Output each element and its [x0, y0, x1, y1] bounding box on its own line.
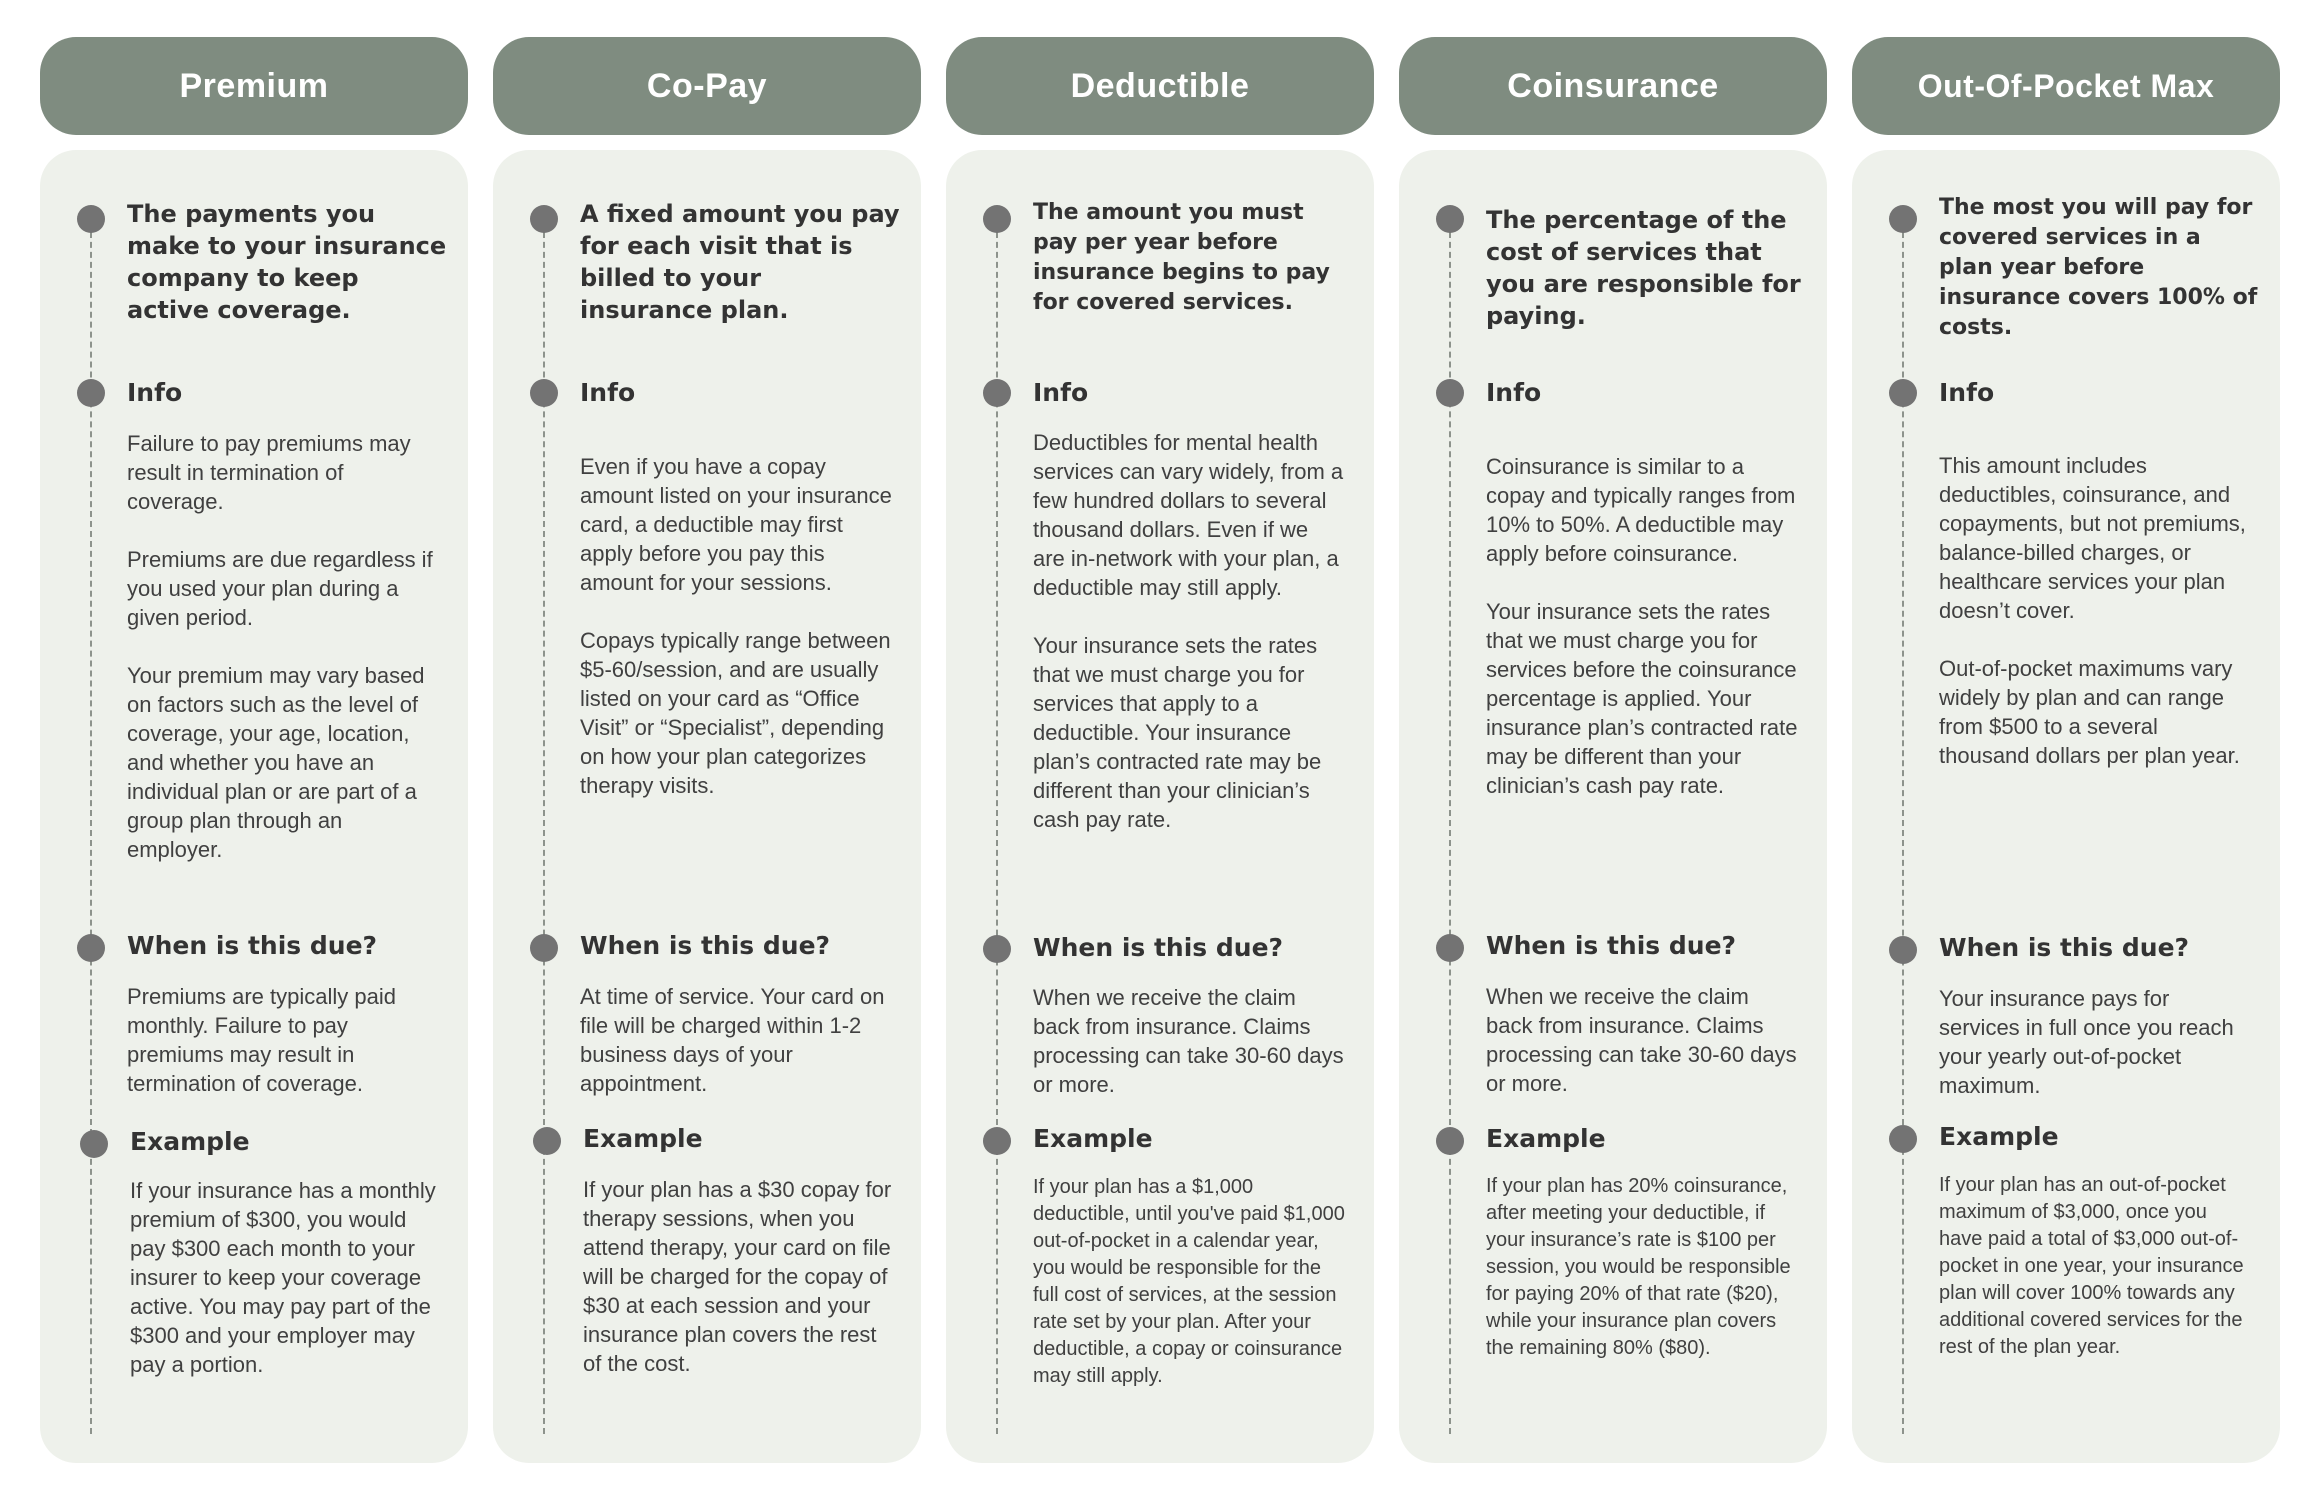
info-text — [1486, 452, 1798, 800]
column-coinsurance — [1399, 0, 1827, 1498]
timeline-dot-due — [1436, 934, 1464, 962]
info-heading: Info — [1033, 378, 1089, 407]
info-paragraph: Even if you have a copay amount listed on your insurance card, a deductible may first apply before you pay this amount for your sessions. — [580, 454, 892, 595]
timeline-dot-info — [1436, 379, 1464, 407]
info-heading: Info — [1486, 378, 1542, 407]
timeline-dot-example — [80, 1130, 108, 1158]
info-paragraph: Coinsurance is similar to a copay and typically ranges from 10% to 50%. A deductible may apply before coinsurance. — [1486, 454, 1796, 566]
timeline-dot-definition — [530, 205, 558, 233]
info-paragraph: Your insurance sets the rates that we must charge you for services that apply to a deductible. Your insurance plan’s contracted rate may be different than your clinician’s cash pay rate. — [1033, 633, 1322, 832]
definition-text: The amount you must pay per year before insurance begins to pay for covered services. — [1033, 200, 1330, 315]
info-text — [1033, 428, 1345, 834]
info-heading: Info — [1939, 378, 1995, 407]
timeline-dot-due — [983, 935, 1011, 963]
example-text: If your plan has a $1,000 deductible, until you've paid $1,000 out-of-pocket in a calendar year, you would be responsible for the full cost of services, at the session rate set by your plan. After your deductible, a copay or coinsurance may still apply. — [1033, 1176, 1345, 1387]
info-paragraph: Out-of-pocket maximums vary widely by plan and can range from $500 to a several thousand dollars per plan year. — [1939, 656, 2240, 768]
info-paragraph: This amount includes deductibles, coinsurance, and copayments, but not premiums, balance-billed charges, or healthcare services your plan doesn’t cover. — [1939, 453, 2246, 623]
definition-text: The most you will pay for covered services in a plan year before insurance covers 100% of costs. — [1939, 195, 2258, 340]
timeline-dot-info — [530, 379, 558, 407]
example-heading: Example — [130, 1127, 250, 1156]
column-header: Co-Pay — [493, 37, 921, 135]
info-heading: Info — [580, 378, 636, 407]
due-heading: When is this due? — [127, 931, 378, 960]
timeline-dot-definition — [77, 205, 105, 233]
example-heading: Example — [583, 1124, 703, 1153]
column-header: Deductible — [946, 37, 1374, 135]
info-paragraph: Copays typically range between $5-60/session, and are usually listed on your card as “Office Visit” or “Specialist”, depending on how your plan categorizes therapy visits. — [580, 628, 891, 798]
example-heading: Example — [1939, 1122, 2059, 1151]
column-out-of-pocket-max — [1852, 0, 2280, 1498]
example-text: If your plan has an out-of-pocket maximum of $3,000, once you have paid a total of $3,000 out-of-pocket in one year, your insurance plan will cover 100% towards any additional covered services for the rest of the plan year. — [1939, 1174, 2244, 1358]
column-header: Out-Of-Pocket Max — [1852, 37, 2280, 135]
timeline-dot-due — [530, 934, 558, 962]
example-heading: Example — [1033, 1124, 1153, 1153]
timeline-dot-example — [533, 1127, 561, 1155]
due-heading: When is this due? — [580, 931, 831, 960]
due-text: Your insurance pays for services in full once you reach your yearly out-of-pocket maximum. — [1939, 986, 2234, 1098]
example-heading: Example — [1486, 1124, 1606, 1153]
column-header: Premium — [40, 37, 468, 135]
column-deductible — [946, 0, 1374, 1498]
info-paragraph: Failure to pay premiums may result in termination of coverage. — [127, 431, 411, 514]
definition-text: The percentage of the cost of services that you are responsible for paying. — [1486, 206, 1801, 330]
info-paragraph: Premiums are due regardless if you used your plan during a given period. — [127, 547, 433, 630]
timeline-dot-definition — [1436, 205, 1464, 233]
info-text — [127, 429, 439, 864]
timeline-dot-example — [1889, 1125, 1917, 1153]
info-paragraph: Deductibles for mental health services can vary widely, from a few hundred dollars to several thousand dollars. Even if we are in-network with your plan, a deductible may still apply. — [1033, 430, 1344, 600]
timeline-dot-example — [983, 1127, 1011, 1155]
due-text: When we receive the claim back from insurance. Claims processing can take 30-60 days or more. — [1033, 985, 1344, 1097]
timeline-dot-due — [77, 934, 105, 962]
info-text — [580, 452, 892, 800]
due-text: When we receive the claim back from insurance. Claims processing can take 30-60 days or more. — [1486, 984, 1797, 1096]
info-text — [1939, 451, 2251, 770]
due-text: At time of service. Your card on file will be charged within 1-2 business days of your appointment. — [580, 984, 885, 1096]
timeline-dot-info — [1889, 379, 1917, 407]
column-co-pay — [493, 0, 921, 1498]
definition-text: A fixed amount you pay for each visit that is billed to your insurance plan. — [580, 200, 900, 324]
timeline-dot-info — [77, 379, 105, 407]
column-header: Coinsurance — [1399, 37, 1827, 135]
timeline-dot-definition — [983, 205, 1011, 233]
example-text: If your plan has a $30 copay for therapy sessions, when you attend therapy, your card on file will be charged for the copay of $30 at each session and your insurance plan covers the rest of the cost. — [583, 1177, 892, 1376]
info-paragraph: Your insurance sets the rates that we must charge you for services before the coinsurance percentage is applied. Your insurance plan’s contracted rate may be different than your clinician’s cash pay rate. — [1486, 599, 1798, 798]
info-paragraph: Your premium may vary based on factors such as the level of coverage, your age, location, and whether you have an individual plan or are part of a group plan through an employer. — [127, 663, 425, 862]
info-heading: Info — [127, 378, 183, 407]
due-heading: When is this due? — [1033, 933, 1284, 962]
due-heading: When is this due? — [1939, 933, 2190, 962]
due-heading: When is this due? — [1486, 931, 1737, 960]
example-text: If your insurance has a monthly premium of $300, you would pay $300 each month to your insurer to keep your coverage active. You may pay part of the $300 and your employer may pay a portion. — [130, 1178, 436, 1377]
timeline-dot-info — [983, 379, 1011, 407]
column-premium — [40, 0, 468, 1498]
definition-text: The payments you make to your insurance company to keep active coverage. — [127, 200, 447, 324]
timeline-dot-example — [1436, 1127, 1464, 1155]
timeline-dot-due — [1889, 936, 1917, 964]
due-text: Premiums are typically paid monthly. Failure to pay premiums may result in termination of coverage. — [127, 984, 396, 1096]
example-text: If your plan has 20% coinsurance, after meeting your deductible, if your insurance’s rate is $100 per session, you would be responsible for paying 20% of that rate ($20), while your insurance plan covers the remaining 80% ($80). — [1486, 1175, 1791, 1359]
timeline-dot-definition — [1889, 205, 1917, 233]
